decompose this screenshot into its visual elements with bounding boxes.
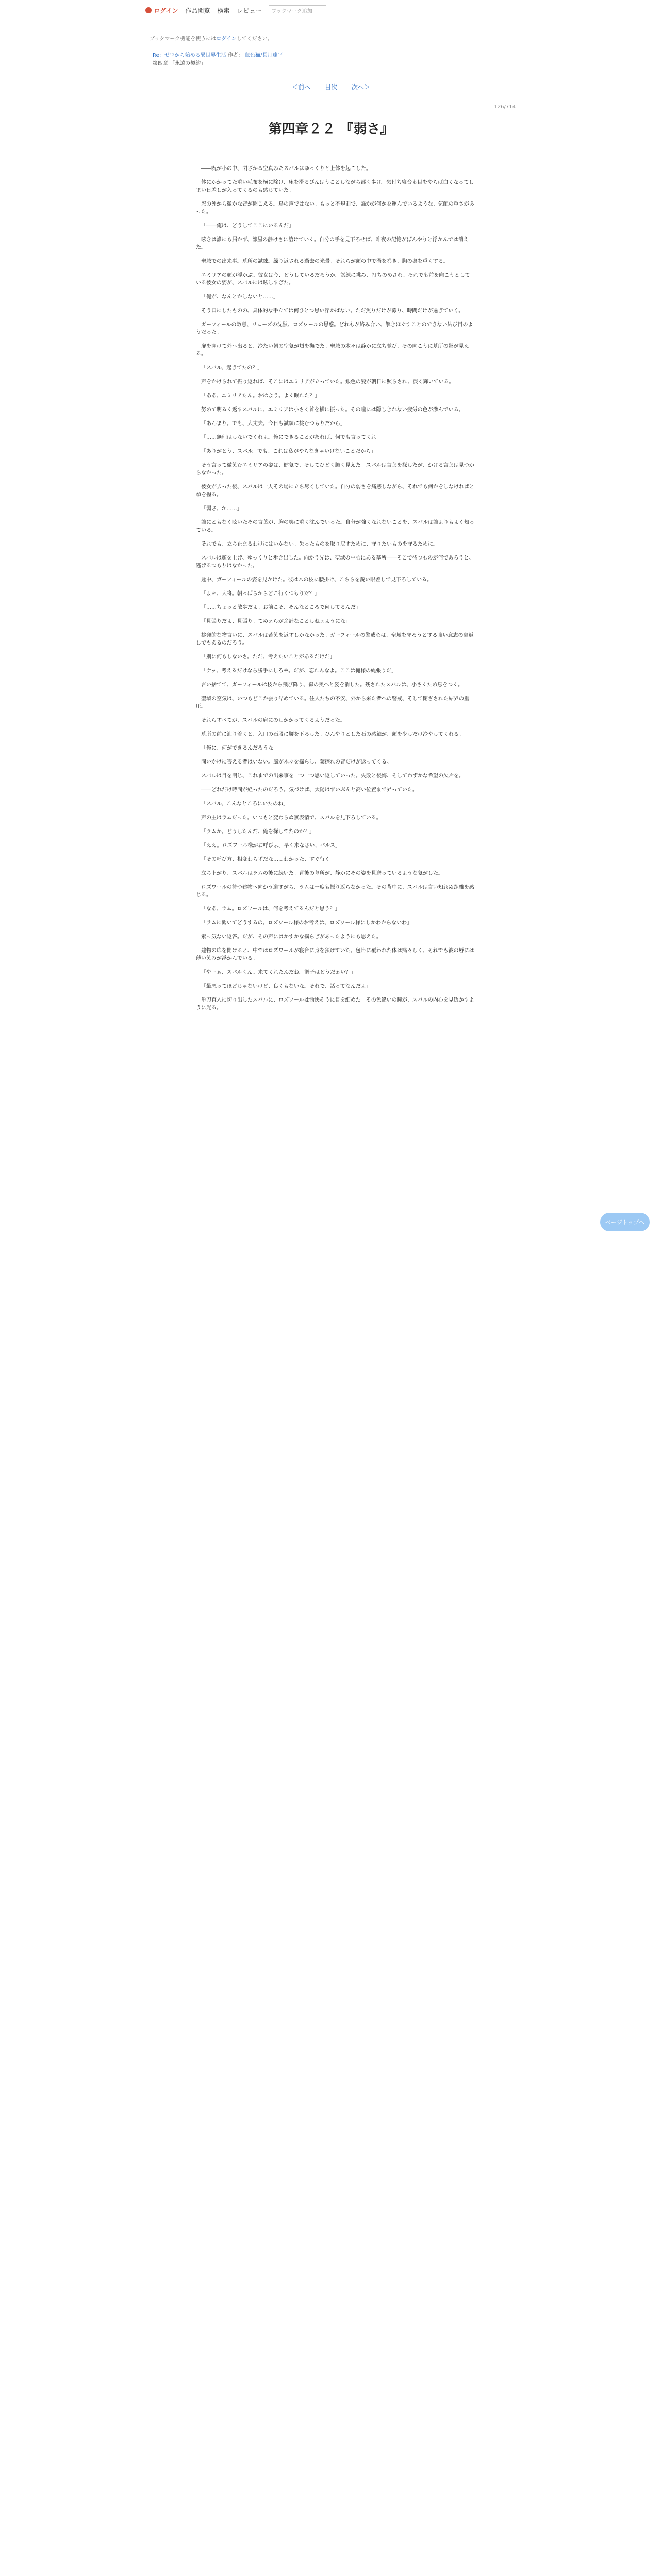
- nav-link-review[interactable]: レビュー: [237, 7, 262, 14]
- body-paragraph: 「――俺は、どうしてここにいるんだ」: [201, 223, 294, 229]
- body-paragraph: 「俺が、なんとかしないと……」: [201, 294, 278, 300]
- novel-title-link[interactable]: Re：ゼロから始める異世界生活: [153, 53, 226, 58]
- toc-link[interactable]: 目次: [324, 83, 337, 91]
- login-icon: [145, 7, 152, 13]
- body-paragraph: 「見張りだよ、見張り。てめェらが余計なことしねェようにな」: [201, 619, 351, 624]
- body-paragraph: それらすべてが、スバルの肩にのしかかってくるようだった。: [201, 718, 345, 723]
- body-paragraph: 体にかかってた重い毛布を横に除け、床を滑るびんはうことしながら部く歩け。気付ち寝台も目をやらば白くなってしまい日差しが入ってくるのも感じていた。: [196, 180, 474, 193]
- body-paragraph: ガーフィールの敵意、リューズの沈黙、ロズワールの思惑。どれもが絡み合い、解きほぐすことのできない結び目のようだった。: [196, 322, 473, 335]
- body-paragraph: ――呪が小の中、閉ざかる空真みたスバルはゆっくりと上体を起こした。: [201, 166, 371, 172]
- body-paragraph: 「最悪ってほどじゃないけど、良くもないな。それで、話ってなんだよ」: [201, 984, 371, 989]
- body-paragraph: 「あんまり。でも、大丈夫。今日も試練に挑むつもりだから」: [201, 421, 345, 427]
- body-paragraph: 「ラムに聞いてどうするの。ロズワール様のお考えは、ロズワール様にしかわからないわ」: [201, 920, 412, 926]
- body-paragraph: 「……ちょっと散歩だよ。お前こそ、そんなところで何してるんだ」: [201, 605, 361, 611]
- body-paragraph: 素っ気ない返答。だが、その声にはかすかな揺らぎがあったようにも思えた。: [201, 934, 382, 940]
- body-paragraph: それでも、立ち止まるわけにはいかない。失ったものを取り戻すために、守りたいものを守るために。: [201, 541, 438, 547]
- body-paragraph: 彼女が去った後、スバルは一人その場に立ち尽くしていた。自分の弱さを痛感しながら、それでも何かをしなければと拳を握る。: [196, 484, 474, 498]
- body-paragraph: 途中、ガーフィールの姿を見かけた。彼は木の枝に腰掛け、こちらを鋭い眼差しで見下ろしている。: [201, 577, 433, 583]
- nav-link-browse[interactable]: 作品閲覧: [185, 7, 210, 14]
- top-bar: [0, 0, 662, 30]
- bookmark-add-button[interactable]: ブックマーク追加: [269, 5, 326, 15]
- prev-link[interactable]: ＜前へ: [292, 83, 311, 91]
- body-paragraph: 「ケッ、考えるだけなら勝手にしろや。だが、忘れんなよ。ここは俺様の縄張りだ」: [201, 668, 397, 674]
- body-paragraph: 扉を開けて外へ出ると、冷たい朝の空気が頬を撫でた。聖域の木々は静かに立ち並び、その向こうに墓所の影が見える。: [196, 344, 469, 357]
- body-paragraph: 「スバル、起きてたの？」: [201, 365, 263, 371]
- page-top-button[interactable]: ページトップへ: [600, 1213, 650, 1231]
- arc-title: 第四章 「永遠の契約」: [153, 61, 206, 66]
- author-link[interactable]: 鼠色猫/長月達平: [245, 53, 283, 58]
- body-paragraph: 窓の外から微かな音が聞こえる。鳥の声ではない。もっと不規則で、誰かが何かを運んでいるような、気配の重さがあった。: [196, 201, 474, 215]
- top-bar-inner: [145, 5, 326, 15]
- body-paragraph: 声の主はラムだった。いつもと変わらぬ無表情で、スバルを見下ろしている。: [201, 815, 382, 821]
- body-paragraph: 誰にともなく呟いたその言葉が、胸の奥に重く沈んでいった。自分が強くなれないことを、スバルは誰よりもよく知っている。: [196, 520, 474, 533]
- body-paragraph: スバルは顔を上げ、ゆっくりと歩き出した。向かう先は、聖域の中心にある墓所――そこで待つものが何であろうと、逃げるつもりはなかった。: [196, 555, 474, 569]
- body-paragraph: 「その呼び方、相変わらずだな……わかった、すぐ行く」: [201, 857, 335, 862]
- body-paragraph: 「ありがとう、スバル。でも、これは私がやらなきゃいけないことだから」: [201, 449, 376, 454]
- body-paragraph: ロズワールの待つ建物へ向かう道すがら、ラムは一度も振り返らなかった。その背中に、スバルは言い知れぬ距離を感じる。: [196, 885, 474, 898]
- body-paragraph: 「よォ、大将。朝っぱらからどこ行くつもりだ？」: [201, 591, 320, 597]
- body-paragraph: 「……無理はしないでくれよ。俺にできることがあれば、何でも言ってくれ」: [201, 435, 382, 440]
- body-paragraph: 聖域の空気は、いつもどこか張り詰めている。住人たちの不安、外から来た者への警戒、そして閉ざされた結界の重圧。: [196, 696, 469, 709]
- body-paragraph: スバルは目を閉じ、これまでの出来事を一つ一つ思い返していった。失敗と後悔、そしてわずかな希望の欠片を。: [201, 773, 464, 779]
- login-button[interactable]: [145, 6, 178, 15]
- body-paragraph: 「ああ、エミリアたん。おはよう。よく眠れた？」: [201, 393, 320, 399]
- body-paragraph: 「やーぁ、スバルくん。来てくれたんだね。調子はどうだぁい？」: [201, 970, 356, 975]
- body-paragraph: 「スバル、こんなところにいたのね」: [201, 801, 289, 807]
- novel-meta: [153, 52, 283, 68]
- body-paragraph: 「別に何もしないさ。ただ、考えたいことがあるだけだ」: [201, 654, 335, 660]
- body-paragraph: 「ラムか。どうしたんだ、俺を探してたのか？」: [201, 829, 315, 835]
- body-paragraph: エミリアの顔が浮かぶ。彼女は今、どうしているだろうか。試練に挑み、打ちのめされ、それでも前を向こうとしている彼女の姿が、スバルには眩しすぎた。: [196, 273, 470, 286]
- nav-link-search[interactable]: 検索: [217, 7, 230, 14]
- body-paragraph: そう言って微笑むエミリアの姿は、健気で、そしてひどく脆く見えた。スバルは言葉を探したが、かける言葉は見つからなかった。: [196, 463, 474, 476]
- body-paragraph: 挑発的な物言いに、スバルは苦笑を返すしかなかった。ガーフィールの警戒心は、聖域を守ろうとする強い意志の裏返しでもあるのだろう。: [196, 633, 474, 646]
- body-paragraph: 「ええ。ロズワール様がお呼びよ。早く来なさい、バルス」: [201, 843, 341, 849]
- chapter-nav: [0, 82, 662, 91]
- body-paragraph: 単刀直入に切り出したスバルに、ロズワールは愉快そうに目を細めた。その色違いの瞳が、スバルの内心を見透かすように光る。: [196, 997, 474, 1011]
- body-paragraph: 言い捨てて、ガーフィールは枝から飛び降り、森の奥へと姿を消した。残されたスバルは、小さくため息をつく。: [201, 682, 464, 688]
- body-paragraph: そう口にしたものの、具体的な手立ては何ひとつ思い浮かばない。ただ焦りだけが募り、時間だけが過ぎていく。: [201, 308, 464, 314]
- notice-prefix: ブックマーク機能を使うには: [150, 36, 217, 42]
- chapter-body: [196, 165, 474, 1018]
- body-paragraph: 聖域での出来事。墓所の試練。繰り返される過去の光景。それらが頭の中で渦を巻き、胸の奥を重くする。: [201, 259, 449, 264]
- meta-line-1: [153, 52, 283, 60]
- body-paragraph: 問いかけに答える者はいない。風が木々を揺らし、葉擦れの音だけが返ってくる。: [201, 759, 392, 765]
- body-paragraph: 「なあ、ラム。ロズワールは、何を考えてるんだと思う？」: [201, 906, 340, 912]
- body-paragraph: 「俺に、何ができるんだろうな」: [201, 745, 278, 751]
- body-paragraph: 立ち上がり、スバルはラムの後に続いた。背後の墓所が、静かにその姿を見送っているような気がした。: [201, 871, 443, 876]
- notice-login-link[interactable]: ログイン: [216, 36, 237, 42]
- body-paragraph: 声をかけられて振り返れば、そこにはエミリアが立っていた。銀色の髪が朝日に照らされ、淡く輝いている。: [201, 379, 454, 385]
- next-link[interactable]: 次へ＞: [351, 83, 370, 91]
- body-paragraph: 「弱さ、か……」: [201, 506, 242, 512]
- login-notice: [150, 34, 273, 42]
- author-label: 作者：: [227, 53, 243, 58]
- login-label: ログイン: [154, 7, 178, 14]
- chapter-title: 第四章２２ 『弱さ』: [268, 122, 394, 137]
- notice-suffix: してください。: [236, 36, 273, 42]
- page-counter: 126/714: [494, 104, 516, 110]
- body-paragraph: 努めて明るく返すスバルに、エミリアは小さく首を横に振った。その瞳には隠しきれない疲労の色が滲んでいる。: [201, 407, 464, 413]
- body-paragraph: 墓所の前に辿り着くと、入口の石段に腰を下ろした。ひんやりとした石の感触が、頭を少しだけ冷やしてくれる。: [201, 732, 464, 737]
- body-paragraph: 呟きは誰にも届かず、部屋の静けさに溶けていく。自分の手を見下ろせば、昨夜の記憶がぼんやりと浮かんでは消えた。: [196, 237, 469, 250]
- body-paragraph: 建物の扉を開けると、中ではロズワールが寝台に身を預けていた。包帯に覆われた体は痛々しく、それでも彼の唇には薄い笑みが浮かんでいる。: [196, 948, 474, 961]
- body-paragraph: ――どれだけ時間が経ったのだろう。気づけば、太陽はずいぶんと高い位置まで昇っていた。: [201, 787, 418, 793]
